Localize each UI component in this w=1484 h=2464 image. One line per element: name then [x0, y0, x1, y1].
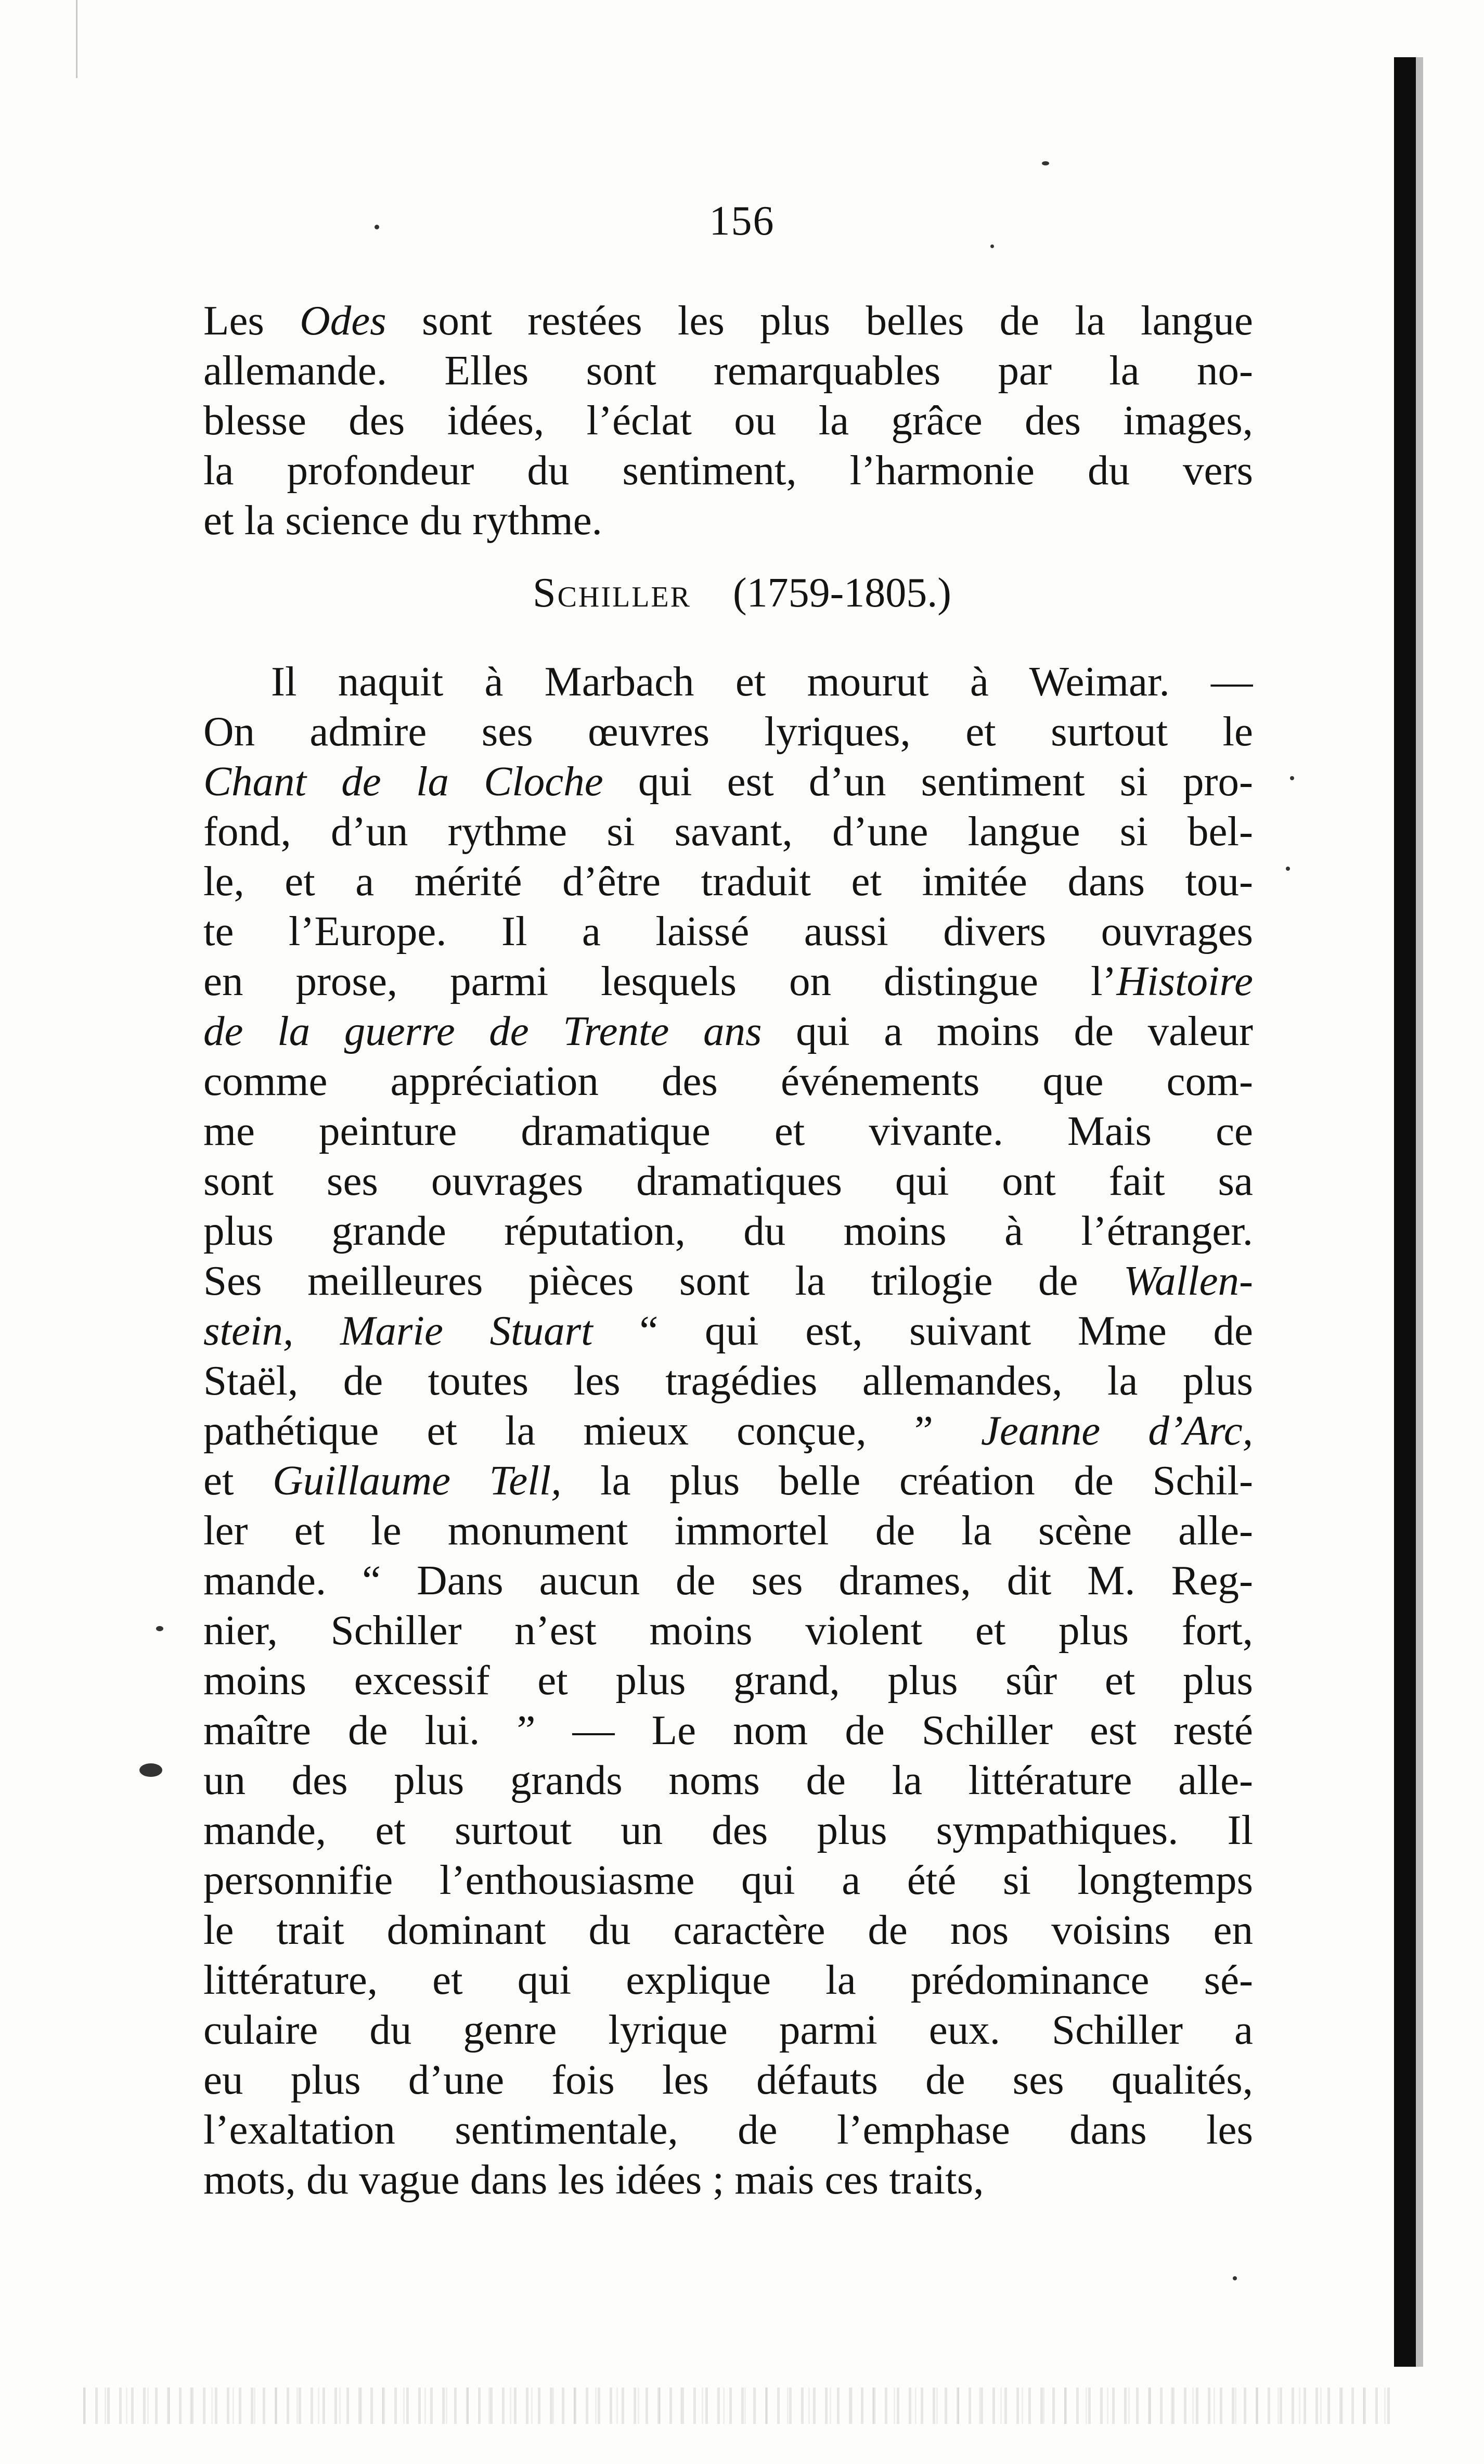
text-run: “ qui est, suivant Mme de [592, 1307, 1253, 1354]
text-line [203, 1855, 1253, 1905]
text-run: blesse des idées, l’éclat ou la grâce des images, [203, 397, 1253, 444]
text-run: allemande. Elles sont remarquables par la no- [203, 347, 1253, 394]
text-line [203, 806, 1253, 856]
text-run: culaire du genre lyrique parmi eux. Schiller a [203, 2006, 1253, 2053]
text-line [203, 1106, 1253, 1156]
text-line [203, 1356, 1253, 1405]
text-line [203, 2155, 1253, 2204]
text-run: le, et a mérité d’être traduit et imitée dans tou- [203, 858, 1253, 905]
text-run: eu plus d’une fois les défauts de ses qualités, [203, 2056, 1253, 2103]
text-line [203, 1555, 1253, 1605]
text-run: On admire ses œuvres lyriques, et surtout le [203, 708, 1253, 755]
text-run: nier, Schiller n’est moins violent et plus fort, [203, 1607, 1253, 1654]
text-run: mande. “ Dans aucun de ses drames, dit M. Reg- [203, 1557, 1253, 1604]
text-run: l’exaltation sentimentale, de l’emphase dans les [203, 2106, 1253, 2153]
text-line [203, 1206, 1253, 1256]
italic-text: Wallen- [1124, 1257, 1253, 1304]
italic-text: Chant de la Cloche [203, 758, 603, 805]
text-line [203, 1905, 1253, 1955]
text-run: sont ses ouvrages dramatiques qui ont fait sa [203, 1157, 1253, 1204]
scan-speck [990, 244, 994, 248]
text-run: Les [203, 297, 300, 344]
text-run: la plus belle création de Schil- [561, 1457, 1253, 1504]
intro-paragraph [203, 295, 1253, 545]
italic-text: stein, Marie Stuart [203, 1307, 593, 1354]
section-heading [0, 568, 1484, 618]
text-line [203, 345, 1253, 395]
text-run: me peinture dramatique et vivante. Mais ce [203, 1107, 1253, 1154]
section-author-dates: (1759-1805.) [732, 570, 951, 616]
text-run: plus grande réputation, du moins à l’étranger. [203, 1207, 1253, 1254]
scan-speck [1286, 867, 1290, 871]
text-line [203, 1006, 1253, 1056]
scan-border [1394, 57, 1416, 2367]
text-line [203, 956, 1253, 1006]
text-line [203, 395, 1253, 445]
text-run: et la science du rythme. [203, 497, 602, 544]
text-line [203, 1655, 1253, 1705]
text-run: personnifie l’enthousiasme qui a été si longtemps [203, 1856, 1253, 1903]
text-line [203, 1056, 1253, 1106]
italic-text: Jeanne d’Arc, [980, 1407, 1253, 1454]
text-run: la profondeur du sentiment, l’harmonie du vers [203, 447, 1253, 494]
text-run: le trait dominant du caractère de nos voisins en [203, 1906, 1253, 1953]
italic-text: Guillaume Tell, [273, 1457, 562, 1504]
scan-speck [1233, 2276, 1237, 2280]
text-line [203, 1405, 1253, 1455]
text-run: Ses meilleures pièces sont la trilogie de [203, 1257, 1124, 1304]
text-line [203, 1306, 1253, 1356]
scan-speck [1042, 161, 1049, 165]
text-line [203, 2055, 1253, 2105]
italic-text: Histoire [1116, 958, 1253, 1004]
section-author-name: Schiller [533, 570, 691, 616]
scan-border-shadow [1416, 57, 1423, 2367]
text-run: te l’Europe. Il a laissé aussi divers ouvrages [203, 908, 1253, 954]
text-run: mots, du vague dans les idées ; mais ces traits, [203, 2156, 984, 2203]
text-line [203, 1755, 1253, 1805]
text-line [203, 1156, 1253, 1206]
scan-speck [1290, 776, 1294, 780]
text-line [203, 295, 1253, 345]
text-line [203, 756, 1253, 806]
scan-noise [83, 2388, 1394, 2424]
text-line [203, 1505, 1253, 1555]
text-run: en prose, parmi lesquels on distingue l’ [203, 958, 1117, 1004]
text-line [203, 2005, 1253, 2055]
text-line [203, 1805, 1253, 1855]
text-line [203, 1955, 1253, 2005]
italic-text: Odes [300, 297, 386, 344]
text-run: littérature, et qui explique la prédominance sé- [203, 1956, 1253, 2003]
text-line [203, 1256, 1253, 1306]
scan-speck [139, 1763, 162, 1777]
text-line [203, 495, 1253, 545]
text-run: fond, d’un rythme si savant, d’une langue si bel- [203, 808, 1253, 855]
scan-speck [156, 1626, 163, 1631]
text-run: et [203, 1457, 273, 1504]
text-run: Il naquit à Marbach et mourut à Weimar. — [271, 658, 1253, 705]
text-run: mande, et surtout un des plus sympathiques. Il [203, 1807, 1253, 1853]
text-line [203, 1705, 1253, 1755]
text-line [203, 2105, 1253, 2155]
text-line [203, 1455, 1253, 1505]
text-run: moins excessif et plus grand, plus sûr et plus [203, 1657, 1253, 1704]
text-line [203, 656, 1253, 706]
text-run: un des plus grands noms de la littérature alle- [203, 1757, 1253, 1803]
text-line [203, 706, 1253, 756]
scan-margin-line [76, 0, 78, 78]
text-line [203, 906, 1253, 956]
text-run: comme appréciation des événements que com- [203, 1057, 1253, 1104]
text-run: ler et le monument immortel de la scène alle- [203, 1507, 1253, 1554]
text-run: qui est d’un sentiment si pro- [603, 758, 1253, 805]
text-run: sont restées les plus belles de la langue [386, 297, 1253, 344]
text-line [203, 1605, 1253, 1655]
text-run: maître de lui. ” — Le nom de Schiller est resté [203, 1707, 1253, 1753]
body-paragraph [203, 656, 1253, 2204]
text-run: pathétique et la mieux conçue, ” [203, 1407, 981, 1454]
page-number: 156 [709, 198, 775, 244]
text-run: Staël, de toutes les tragédies allemandes, la plus [203, 1357, 1253, 1404]
text-line [203, 856, 1253, 906]
text-run: qui a moins de valeur [762, 1008, 1253, 1054]
text-line [203, 445, 1253, 495]
italic-text: de la guerre de Trente ans [203, 1008, 762, 1054]
